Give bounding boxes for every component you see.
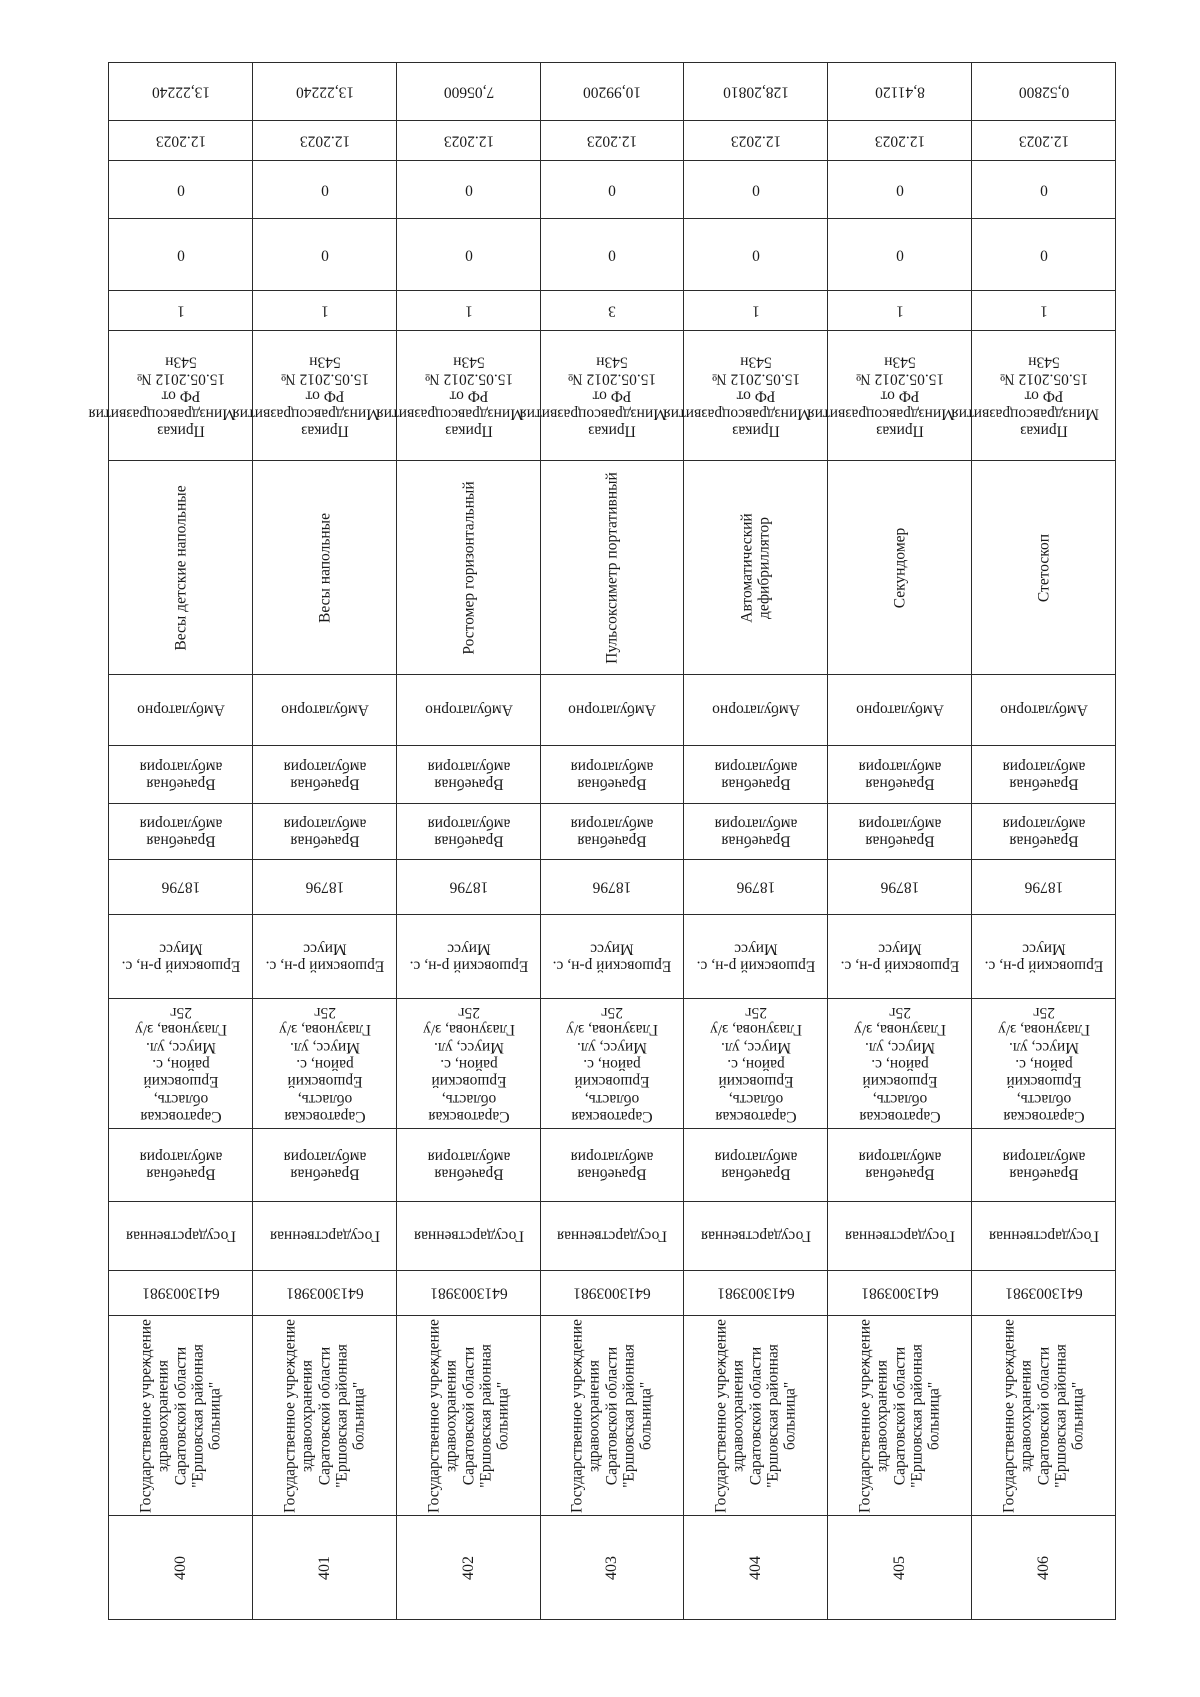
row-number-text: 405 [890, 1555, 908, 1580]
amount-cell [828, 63, 972, 121]
locality-cell [397, 915, 541, 999]
available-qty-cell [828, 219, 972, 291]
unit-type-cell [684, 804, 828, 860]
inn-cell [397, 1271, 541, 1316]
shortfall-text: 0 [895, 181, 904, 199]
organization-cell [397, 1316, 541, 1516]
equipment-text: Весы напольные [315, 512, 333, 623]
locality-cell [828, 915, 972, 999]
row-number-cell [109, 1516, 253, 1620]
shortfall-text: 0 [464, 181, 473, 199]
deadline-cell [109, 121, 253, 161]
equipment-cell [397, 461, 541, 675]
inn-text: 6413003981 [860, 1284, 939, 1302]
department-text: Врачебная амбулатория [714, 1148, 797, 1183]
order-text: Приказ Минздравсоцразвития РФ от 15.05.2012 № 543н [519, 352, 667, 439]
care-condition-text: Амбулаторно [711, 701, 800, 719]
order-text: Приказ Минздравсоцразвития РФ от 15.05.2012 № 543н [663, 352, 811, 439]
available-qty-cell [972, 219, 1116, 291]
department-text: Врачебная амбулатория [283, 1148, 366, 1183]
unit-type-cell [828, 804, 972, 860]
band-locality [109, 915, 1116, 999]
population-text: 18796 [592, 878, 632, 896]
required-qty-cell [972, 291, 1116, 331]
inn-cell [109, 1271, 253, 1316]
population-text: 18796 [161, 878, 200, 896]
required-qty-text: 1 [464, 302, 473, 320]
organization-cell [541, 1316, 684, 1516]
shortfall-cell [684, 161, 828, 219]
band-unit_type [109, 804, 1116, 860]
order-cell [376, 331, 541, 461]
band-number [109, 1516, 1116, 1620]
address-text: Саратовская область, Ершовский район, с. Миусс, ул. Глазунова, з/у 25г [278, 1003, 371, 1125]
deadline-cell [397, 121, 541, 161]
equipment-cell [684, 461, 828, 675]
locality-cell [684, 915, 828, 999]
deadline-cell [253, 121, 397, 161]
address-cell [684, 999, 828, 1129]
required-qty-cell [684, 291, 828, 331]
care-condition-text: Амбулаторно [568, 701, 656, 719]
equipment-text: Стетоскоп [1034, 533, 1052, 602]
organization-cell [972, 1316, 1116, 1516]
ownership-text: Государственная [988, 1227, 1099, 1245]
population-cell [397, 860, 541, 915]
ownership-text: Государственная [556, 1227, 668, 1245]
order-text: Приказ Минздравсоцразвития РФ от 15.05.2012 № 543н [807, 352, 955, 439]
subdivision-cell [109, 746, 253, 804]
unit-type-text: Врачебная амбулатория [1002, 814, 1085, 849]
care-condition-cell [109, 675, 253, 746]
required-qty-text: 1 [176, 302, 185, 320]
equipment-cell [828, 461, 972, 675]
row-number-cell [541, 1516, 684, 1620]
inn-text: 6413003981 [573, 1284, 651, 1302]
locality-cell [541, 915, 684, 999]
available-qty-text: 0 [464, 246, 473, 264]
inn-cell [541, 1271, 684, 1316]
amount-text: 0,52800 [1018, 83, 1069, 101]
row-number-text: 402 [459, 1555, 477, 1580]
subdivision-cell [828, 746, 972, 804]
equipment-text: Пульсоксиметр портативный [603, 471, 621, 664]
locality-text: Ершовский р-н, с. Миусс [121, 939, 240, 974]
care-condition-text: Амбулаторно [855, 701, 944, 719]
shortfall-text: 0 [1039, 181, 1048, 199]
address-cell [397, 999, 541, 1129]
population-cell [972, 860, 1116, 915]
department-text: Врачебная амбулатория [858, 1148, 941, 1183]
row-number-cell [397, 1516, 541, 1620]
address-text: Саратовская область, Ершовский район, с. Миусс, ул. Глазунова, з/у 25г [709, 1003, 802, 1125]
unit-type-cell [109, 804, 253, 860]
locality-text: Ершовский р-н, с. Миусс [265, 939, 384, 974]
band-available_qty [109, 219, 1116, 291]
care-condition-text: Амбулаторно [424, 701, 513, 719]
locality-cell [109, 915, 253, 999]
department-text: Врачебная амбулатория [1002, 1148, 1085, 1183]
amount-text: 13,22240 [151, 83, 210, 101]
deadline-text: 12.2023 [586, 132, 638, 150]
row-number-text: 401 [315, 1555, 333, 1580]
organization-text: Государственное учреждение здравоохранения Саратовской области "Ершовская районная больница" [137, 1318, 224, 1513]
amount-cell [684, 63, 828, 121]
locality-cell [253, 915, 397, 999]
band-equipment [109, 461, 1116, 675]
department-cell [828, 1129, 972, 1202]
order-cell [951, 331, 1116, 461]
locality-text: Ершовский р-н, с. Миусс [552, 939, 672, 974]
available-qty-text: 0 [751, 246, 760, 264]
population-text: 18796 [880, 878, 919, 896]
organization-cell [109, 1316, 253, 1516]
locality-cell [972, 915, 1116, 999]
organization-text: Государственное учреждение здравоохранения Саратовской области "Ершовская районная больница" [1000, 1318, 1087, 1513]
band-deadline [109, 121, 1116, 161]
amount-cell [253, 63, 397, 121]
deadline-text: 12.2023 [730, 132, 781, 150]
required-qty-cell [828, 291, 972, 331]
band-care_condition [109, 675, 1116, 746]
organization-cell [684, 1316, 828, 1516]
shortfall-text: 0 [608, 181, 616, 199]
department-text: Врачебная амбулатория [427, 1148, 510, 1183]
ownership-cell [684, 1202, 828, 1271]
amount-text: 7,05600 [443, 83, 494, 101]
address-text: Саратовская область, Ершовский район, с. Миусс, ул. Глазунова, з/у 25г [997, 1003, 1090, 1125]
shortfall-cell [828, 161, 972, 219]
locality-text: Ершовский р-н, с. Миусс [696, 939, 815, 974]
required-qty-cell [253, 291, 397, 331]
equipment-cell [541, 461, 684, 675]
inn-text: 6413003981 [141, 1284, 220, 1302]
row-number-text: 400 [171, 1555, 189, 1580]
unit-type-text: Врачебная амбулатория [427, 814, 510, 849]
available-qty-text: 0 [608, 246, 616, 264]
population-text: 18796 [736, 878, 775, 896]
care-condition-text: Амбулаторно [136, 701, 225, 719]
unit-type-text: Врачебная амбулатория [139, 814, 222, 849]
population-text: 18796 [449, 878, 488, 896]
subdivision-text: Врачебная амбулатория [139, 757, 222, 792]
subdivision-text: Врачебная амбулатория [714, 757, 797, 792]
population-cell [253, 860, 397, 915]
available-qty-cell [253, 219, 397, 291]
shortfall-cell [253, 161, 397, 219]
department-text: Врачебная амбулатория [139, 1148, 222, 1183]
row-number-cell [253, 1516, 397, 1620]
equipment-cell [253, 461, 397, 675]
subdivision-cell [253, 746, 397, 804]
inn-text: 6413003981 [1004, 1284, 1083, 1302]
shortfall-cell [541, 161, 684, 219]
department-cell [253, 1129, 397, 1202]
available-qty-text: 0 [895, 246, 904, 264]
deadline-text: 12.2023 [874, 132, 925, 150]
equipment-table [88, 62, 1116, 1620]
population-text: 18796 [1024, 878, 1063, 896]
unit-type-text: Врачебная амбулатория [858, 814, 941, 849]
care-condition-cell [253, 675, 397, 746]
department-cell [684, 1129, 828, 1202]
available-qty-cell [109, 219, 253, 291]
band-organization [109, 1316, 1116, 1516]
ownership-text: Государственная [413, 1227, 524, 1245]
address-text: Саратовская область, Ершовский район, с. Миусс, ул. Глазунова, з/у 25г [566, 1003, 658, 1125]
available-qty-cell [684, 219, 828, 291]
inn-cell [972, 1271, 1116, 1316]
order-cell [519, 331, 684, 461]
organization-text: Государственное учреждение здравоохранения Саратовской области "Ершовская районная больница" [425, 1318, 512, 1513]
organization-text: Государственное учреждение здравоохранения Саратовской области "Ершовская районная больница" [712, 1318, 799, 1513]
population-cell [828, 860, 972, 915]
band-shortfall [109, 161, 1116, 219]
row-number-text: 406 [1034, 1555, 1052, 1580]
amount-cell [109, 63, 253, 121]
deadline-cell [828, 121, 972, 161]
population-text: 18796 [305, 878, 344, 896]
unit-type-cell [541, 804, 684, 860]
required-qty-text: 1 [320, 302, 329, 320]
subdivision-cell [397, 746, 541, 804]
deadline-text: 12.2023 [1018, 132, 1069, 150]
equipment-text: Ростомер горизонтальный [459, 480, 477, 655]
inn-cell [828, 1271, 972, 1316]
band-subdivision [109, 746, 1116, 804]
required-qty-cell [397, 291, 541, 331]
equipment-text: Секундомер [890, 527, 908, 608]
band-required_qty [109, 291, 1116, 331]
order-text: Приказ Минздравсоцразвития РФ от 15.05.2012 № 543н [376, 352, 524, 439]
order-text: Приказ Минздравсоцразвития РФ от 15.05.2012 № 543н [232, 352, 380, 439]
required-qty-cell [109, 291, 253, 331]
deadline-cell [972, 121, 1116, 161]
population-cell [541, 860, 684, 915]
ownership-text: Государственная [700, 1227, 811, 1245]
band-address [109, 999, 1116, 1129]
address-text: Саратовская область, Ершовский район, с. Миусс, ул. Глазунова, з/у 25г [134, 1003, 227, 1125]
address-cell [253, 999, 397, 1129]
required-qty-text: 1 [1039, 302, 1048, 320]
deadline-cell [541, 121, 684, 161]
band-amount [109, 63, 1116, 121]
amount-text: 13,22240 [295, 83, 354, 101]
band-order [109, 331, 1116, 461]
shortfall-text: 0 [751, 181, 760, 199]
required-qty-cell [541, 291, 684, 331]
amount-cell [972, 63, 1116, 121]
subdivision-cell [541, 746, 684, 804]
care-condition-text: Амбулаторно [280, 701, 369, 719]
amount-cell [541, 63, 684, 121]
available-qty-text: 0 [176, 246, 185, 264]
population-cell [684, 860, 828, 915]
locality-text: Ершовский р-н, с. Миусс [984, 939, 1103, 974]
ownership-cell [109, 1202, 253, 1271]
organization-cell [253, 1316, 397, 1516]
row-number-cell [684, 1516, 828, 1620]
band-ownership [109, 1202, 1116, 1271]
care-condition-cell [541, 675, 684, 746]
equipment-text: Весы детские напольные [171, 484, 189, 651]
subdivision-text: Врачебная амбулатория [427, 757, 510, 792]
care-condition-text: Амбулаторно [999, 701, 1088, 719]
inn-cell [684, 1271, 828, 1316]
care-condition-cell [972, 675, 1116, 746]
equipment-text: Автоматический дефибриллятор [738, 512, 773, 623]
department-text: Врачебная амбулатория [570, 1148, 654, 1183]
available-qty-cell [541, 219, 684, 291]
care-condition-cell [397, 675, 541, 746]
subdivision-text: Врачебная амбулатория [283, 757, 366, 792]
order-cell [88, 331, 253, 461]
ownership-cell [253, 1202, 397, 1271]
amount-text: 10,99200 [582, 83, 642, 101]
ownership-cell [541, 1202, 684, 1271]
unit-type-text: Врачебная амбулатория [283, 814, 366, 849]
band-department [109, 1129, 1116, 1202]
row-number-text: 404 [746, 1555, 764, 1580]
ownership-text: Государственная [269, 1227, 380, 1245]
band-population [109, 860, 1116, 915]
available-qty-text: 0 [1039, 246, 1048, 264]
amount-cell [397, 63, 541, 121]
ownership-text: Государственная [844, 1227, 955, 1245]
unit-type-cell [253, 804, 397, 860]
department-cell [972, 1129, 1116, 1202]
ownership-text: Государственная [125, 1227, 236, 1245]
subdivision-cell [972, 746, 1116, 804]
locality-text: Ершовский р-н, с. Миусс [409, 939, 528, 974]
population-cell [109, 860, 253, 915]
order-cell [663, 331, 828, 461]
shortfall-cell [972, 161, 1116, 219]
address-cell [828, 999, 972, 1129]
unit-type-text: Врачебная амбулатория [570, 814, 654, 849]
order-text: Приказ Минздравсоцразвития РФ от 15.05.2012 № 543н [88, 352, 236, 439]
deadline-text: 12.2023 [443, 132, 494, 150]
care-condition-cell [684, 675, 828, 746]
inn-cell [253, 1271, 397, 1316]
available-qty-cell [397, 219, 541, 291]
required-qty-text: 1 [895, 302, 904, 320]
ownership-cell [828, 1202, 972, 1271]
organization-text: Государственное учреждение здравоохранения Саратовской области "Ершовская районная больница" [568, 1318, 656, 1513]
organization-text: Государственное учреждение здравоохранения Саратовской области "Ершовская районная больница" [856, 1318, 943, 1513]
ownership-cell [397, 1202, 541, 1271]
deadline-text: 12.2023 [299, 132, 350, 150]
subdivision-text: Врачебная амбулатория [1002, 757, 1085, 792]
address-cell [972, 999, 1116, 1129]
deadline-text: 12.2023 [155, 132, 206, 150]
department-cell [109, 1129, 253, 1202]
subdivision-text: Врачебная амбулатория [570, 757, 654, 792]
shortfall-cell [397, 161, 541, 219]
inn-text: 6413003981 [716, 1284, 795, 1302]
order-cell [807, 331, 972, 461]
address-text: Саратовская область, Ершовский район, с. Миусс, ул. Глазунова, з/у 25г [853, 1003, 946, 1125]
address-text: Саратовская область, Ершовский район, с. Миусс, ул. Глазунова, з/у 25г [422, 1003, 515, 1125]
row-number-cell [828, 1516, 972, 1620]
amount-text: 8,41120 [874, 83, 925, 101]
deadline-cell [684, 121, 828, 161]
amount-text: 128,20810 [722, 83, 789, 101]
available-qty-text: 0 [320, 246, 329, 264]
unit-type-cell [397, 804, 541, 860]
inn-text: 6413003981 [429, 1284, 508, 1302]
address-cell [109, 999, 253, 1129]
order-text: Приказ Минздравсоцразвития РФ от 15.05.2012 № 543н [951, 352, 1099, 439]
row-number-cell [972, 1516, 1116, 1620]
order-cell [232, 331, 397, 461]
department-cell [397, 1129, 541, 1202]
band-inn [109, 1271, 1116, 1316]
subdivision-cell [684, 746, 828, 804]
unit-type-cell [972, 804, 1116, 860]
shortfall-text: 0 [320, 181, 329, 199]
locality-text: Ершовский р-н, с. Миусс [840, 939, 959, 974]
subdivision-text: Врачебная амбулатория [858, 757, 941, 792]
care-condition-cell [828, 675, 972, 746]
equipment-cell [972, 461, 1116, 675]
organization-cell [828, 1316, 972, 1516]
shortfall-cell [109, 161, 253, 219]
organization-text: Государственное учреждение здравоохранения Саратовской области "Ершовская районная больница" [281, 1318, 368, 1513]
ownership-cell [972, 1202, 1116, 1271]
inn-text: 6413003981 [285, 1284, 364, 1302]
unit-type-text: Врачебная амбулатория [714, 814, 797, 849]
equipment-cell [109, 461, 253, 675]
department-cell [541, 1129, 684, 1202]
row-number-text: 403 [603, 1555, 621, 1580]
shortfall-text: 0 [176, 181, 185, 199]
required-qty-text: 3 [608, 302, 616, 320]
required-qty-text: 1 [751, 302, 760, 320]
address-cell [541, 999, 684, 1129]
